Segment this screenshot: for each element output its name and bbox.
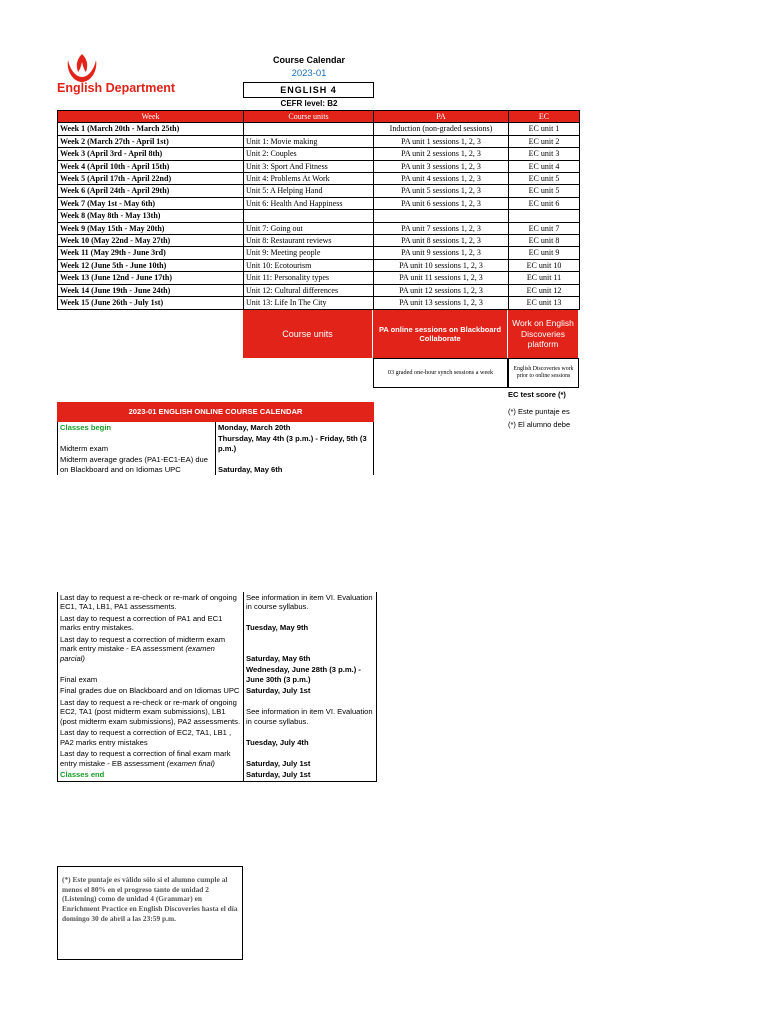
calendar-row <box>58 697 377 727</box>
pa-cell: PA unit 9 sessions 1, 2, 3 <box>374 247 509 259</box>
pa-cell: PA unit 12 sessions 1, 2, 3 <box>374 284 509 296</box>
unit-cell <box>244 123 374 135</box>
table-row <box>58 173 580 185</box>
calendar-label-text: Classes end <box>60 770 105 780</box>
online-calendar-title: 2023-01 ENGLISH ONLINE COURSE CALENDAR <box>58 403 374 422</box>
unit-cell: Unit 1: Movie making <box>244 135 374 147</box>
calendar-value: Saturday, May 6th <box>216 454 374 475</box>
table-row <box>58 235 580 247</box>
column-header-pa: PA <box>374 111 509 123</box>
footnote-marker-2: (*) El alumno debe <box>508 420 571 429</box>
table-row <box>58 259 580 271</box>
calendar-row <box>58 613 377 634</box>
calendar-label-text: Last day to request a re-check or re-mark of ongoing EC1, TA1, LB1, PA1 assessments. <box>60 593 237 612</box>
calendar-row <box>58 748 377 769</box>
table-row <box>58 148 580 160</box>
unit-cell: Unit 4: Problems At Work <box>244 173 374 185</box>
upc-logo-icon <box>64 52 100 84</box>
unit-cell: Unit 6: Health And Happiness <box>244 197 374 209</box>
table-row <box>58 284 580 296</box>
calendar-value: Saturday, July 1st <box>244 685 377 696</box>
calendar-label <box>58 769 244 781</box>
legend-course-units: Course units <box>243 310 372 358</box>
calendar-label-text: Final exam <box>60 674 98 684</box>
calendar-value: See information in item VI. Evaluation in course syllabus. <box>244 697 377 727</box>
calendar-label-text: Last day to request a correction of midterm exam mark entry mistake - EA assessment <box>60 634 226 654</box>
weekly-schedule-table <box>57 110 580 310</box>
calendar-label-text: Last day to request a correction of final exam mark entry mistake - EB assessment <box>60 749 231 768</box>
calendar-label <box>58 634 244 664</box>
ec-cell: EC unit 7 <box>509 222 580 234</box>
unit-cell: Unit 10: Ecotourism <box>244 259 374 271</box>
table-row <box>58 272 580 284</box>
calendar-label: Classes begin <box>58 422 216 434</box>
table-row <box>58 222 580 234</box>
pa-cell: PA unit 3 sessions 1, 2, 3 <box>374 160 509 172</box>
ec-cell: EC unit 9 <box>509 247 580 259</box>
unit-cell: Unit 13: Life In The City <box>244 297 374 309</box>
ec-test-score-label: EC test score (*) <box>508 390 566 399</box>
course-name: ENGLISH 4 <box>243 82 374 98</box>
term-year: 2023-01 <box>291 68 327 79</box>
cefr-level: CEFR level: B2 <box>280 99 338 108</box>
unit-cell: Unit 9: Meeting people <box>244 247 374 259</box>
calendar-value: Tuesday, July 4th <box>244 727 377 748</box>
unit-cell: Unit 3: Sport And Fitness <box>244 160 374 172</box>
pa-cell: PA unit 7 sessions 1, 2, 3 <box>374 222 509 234</box>
week-cell: Week 6 (April 24th - April 29th) <box>58 185 244 197</box>
table-row <box>58 135 580 147</box>
pa-cell: PA unit 4 sessions 1, 2, 3 <box>374 173 509 185</box>
column-header-units: Course units <box>244 111 374 123</box>
calendar-row <box>58 727 377 748</box>
ec-cell: EC unit 6 <box>509 197 580 209</box>
calendar-value: Tuesday, May 9th <box>244 613 377 634</box>
unit-cell: Unit 11: Personality types <box>244 272 374 284</box>
calendar-row <box>58 422 374 434</box>
ec-cell: EC unit 11 <box>509 272 580 284</box>
week-cell: Week 3 (April 3rd - April 8th) <box>58 148 244 160</box>
department-title: English Department <box>57 81 176 95</box>
table-row <box>58 123 580 135</box>
ec-cell: EC unit 1 <box>509 123 580 135</box>
calendar-label-italic: (examen parcial) <box>60 644 215 663</box>
calendar-row <box>58 634 377 664</box>
ec-cell: EC unit 2 <box>509 135 580 147</box>
table-row <box>58 297 580 309</box>
ec-cell: EC unit 8 <box>509 235 580 247</box>
calendar-label-text: Last day to request a re-check or re-mark of ongoing EC2, TA1 (post midterm exam submissions), LB1 (post midterm exam submissions), PA2 assessments. <box>60 697 241 726</box>
calendar-label: Midterm average grades (PA1-EC1-EA) due on Blackboard and on Idiomas UPC <box>58 454 216 475</box>
calendar-label-text: Last day to request a correction of PA1 and EC1 marks entry mistakes. <box>60 613 223 633</box>
week-cell: Week 1 (March 20th - March 25th) <box>58 123 244 135</box>
legend-pa: PA online sessions on Blackboard Collaborate <box>373 310 507 358</box>
calendar-label-text: Last day to request a correction of EC2, TA1, LB1 , PA2 marks entry mistakes <box>60 728 232 747</box>
ec-note: English Discoveries work prior to online sessions <box>508 358 579 388</box>
table-row <box>58 185 580 197</box>
calendar-label: Midterm exam <box>58 433 216 454</box>
ec-cell: EC unit 12 <box>509 284 580 296</box>
table-row <box>58 197 580 209</box>
calendar-label <box>58 697 244 727</box>
calendar-label-text: Final grades due on Blackboard and on Idiomas UPC <box>60 686 240 696</box>
ec-cell: EC unit 5 <box>509 185 580 197</box>
ec-cell: EC unit 4 <box>509 160 580 172</box>
calendar-label <box>58 592 244 613</box>
table-row <box>58 210 580 222</box>
calendar-value: Monday, March 20th <box>216 422 374 434</box>
online-calendar-bottom <box>57 592 377 782</box>
calendar-row <box>58 433 374 454</box>
pa-cell: Induction (non-graded sessions) <box>374 123 509 135</box>
unit-cell: Unit 7: Going out <box>244 222 374 234</box>
week-cell: Week 2 (March 27th - April 1st) <box>58 135 244 147</box>
week-cell: Week 10 (May 22nd - May 27th) <box>58 235 244 247</box>
table-header-row <box>58 111 580 123</box>
week-cell: Week 14 (June 19th - June 24th) <box>58 284 244 296</box>
calendar-label <box>58 613 244 634</box>
calendar-label <box>58 727 244 748</box>
week-cell: Week 7 (May 1st - May 6th) <box>58 197 244 209</box>
pa-cell <box>374 210 509 222</box>
column-header-week: Week <box>58 111 244 123</box>
calendar-label <box>58 748 244 769</box>
unit-cell: Unit 8: Restaurant reviews <box>244 235 374 247</box>
table-row <box>58 247 580 259</box>
calendar-row <box>58 664 377 685</box>
calendar-value: Saturday, July 1st <box>244 748 377 769</box>
calendar-row <box>58 685 377 696</box>
week-cell: Week 12 (June 5th - June 10th) <box>58 259 244 271</box>
table-row <box>58 160 580 172</box>
pa-cell: PA unit 6 sessions 1, 2, 3 <box>374 197 509 209</box>
pa-cell: PA unit 13 sessions 1, 2, 3 <box>374 297 509 309</box>
pa-cell: PA unit 11 sessions 1, 2, 3 <box>374 272 509 284</box>
pa-cell: PA unit 10 sessions 1, 2, 3 <box>374 259 509 271</box>
column-header-ec: EC <box>509 111 580 123</box>
calendar-title: Course Calendar <box>272 55 346 65</box>
footnote-box: (*) Este puntaje es válido sólo si el alumno cumple al menos el 80% en el progreso tanto de unidad 2 (Listening) como de unidad 4 (Grammar) en Enrichment Practice en English Discoveries hasta el día domingo 30 de abril a las 23:59 p.m. <box>57 866 243 960</box>
calendar-value: Wednesday, June 28th (3 p.m.) - June 30th (3 p.m.) <box>244 664 377 685</box>
calendar-value: See information in item VI. Evaluation in course syllabus. <box>244 592 377 613</box>
calendar-row <box>58 769 377 781</box>
week-cell: Week 8 (May 8th - May 13th) <box>58 210 244 222</box>
ec-cell: EC unit 5 <box>509 173 580 185</box>
ec-cell: EC unit 10 <box>509 259 580 271</box>
pa-note: 03 graded one-hour synch sessions a week <box>373 358 508 388</box>
calendar-row <box>58 592 377 613</box>
unit-cell: Unit 5: A Helping Hand <box>244 185 374 197</box>
calendar-row <box>58 454 374 475</box>
ec-cell <box>509 210 580 222</box>
unit-cell <box>244 210 374 222</box>
week-cell: Week 11 (May 29th - June 3rd) <box>58 247 244 259</box>
ec-cell: EC unit 13 <box>509 297 580 309</box>
legend-ec: Work on English Discoveries platform <box>508 310 578 358</box>
calendar-label-italic: (examen final) <box>166 758 215 768</box>
online-calendar-top <box>57 402 374 475</box>
calendar-value: Thursday, May 4th (3 p.m.) - Friday, 5th (3 p.m.) <box>216 433 374 454</box>
calendar-value: Saturday, July 1st <box>244 769 377 781</box>
week-cell: Week 5 (April 17th - April 22nd) <box>58 173 244 185</box>
unit-cell: Unit 2: Couples <box>244 148 374 160</box>
calendar-label <box>58 685 244 696</box>
unit-cell: Unit 12: Cultural differences <box>244 284 374 296</box>
week-cell: Week 15 (June 26th - July 1st) <box>58 297 244 309</box>
footnote-marker-1: (*) Este puntaje es <box>508 407 570 416</box>
week-cell: Week 9 (May 15th - May 20th) <box>58 222 244 234</box>
week-cell: Week 4 (April 10th - April 15th) <box>58 160 244 172</box>
pa-cell: PA unit 5 sessions 1, 2, 3 <box>374 185 509 197</box>
pa-cell: PA unit 2 sessions 1, 2, 3 <box>374 148 509 160</box>
week-cell: Week 13 (June 12nd - June 17th) <box>58 272 244 284</box>
pa-cell: PA unit 8 sessions 1, 2, 3 <box>374 235 509 247</box>
calendar-label <box>58 664 244 685</box>
pa-cell: PA unit 1 sessions 1, 2, 3 <box>374 135 509 147</box>
ec-cell: EC unit 3 <box>509 148 580 160</box>
calendar-value: Saturday, May 6th <box>244 634 377 664</box>
